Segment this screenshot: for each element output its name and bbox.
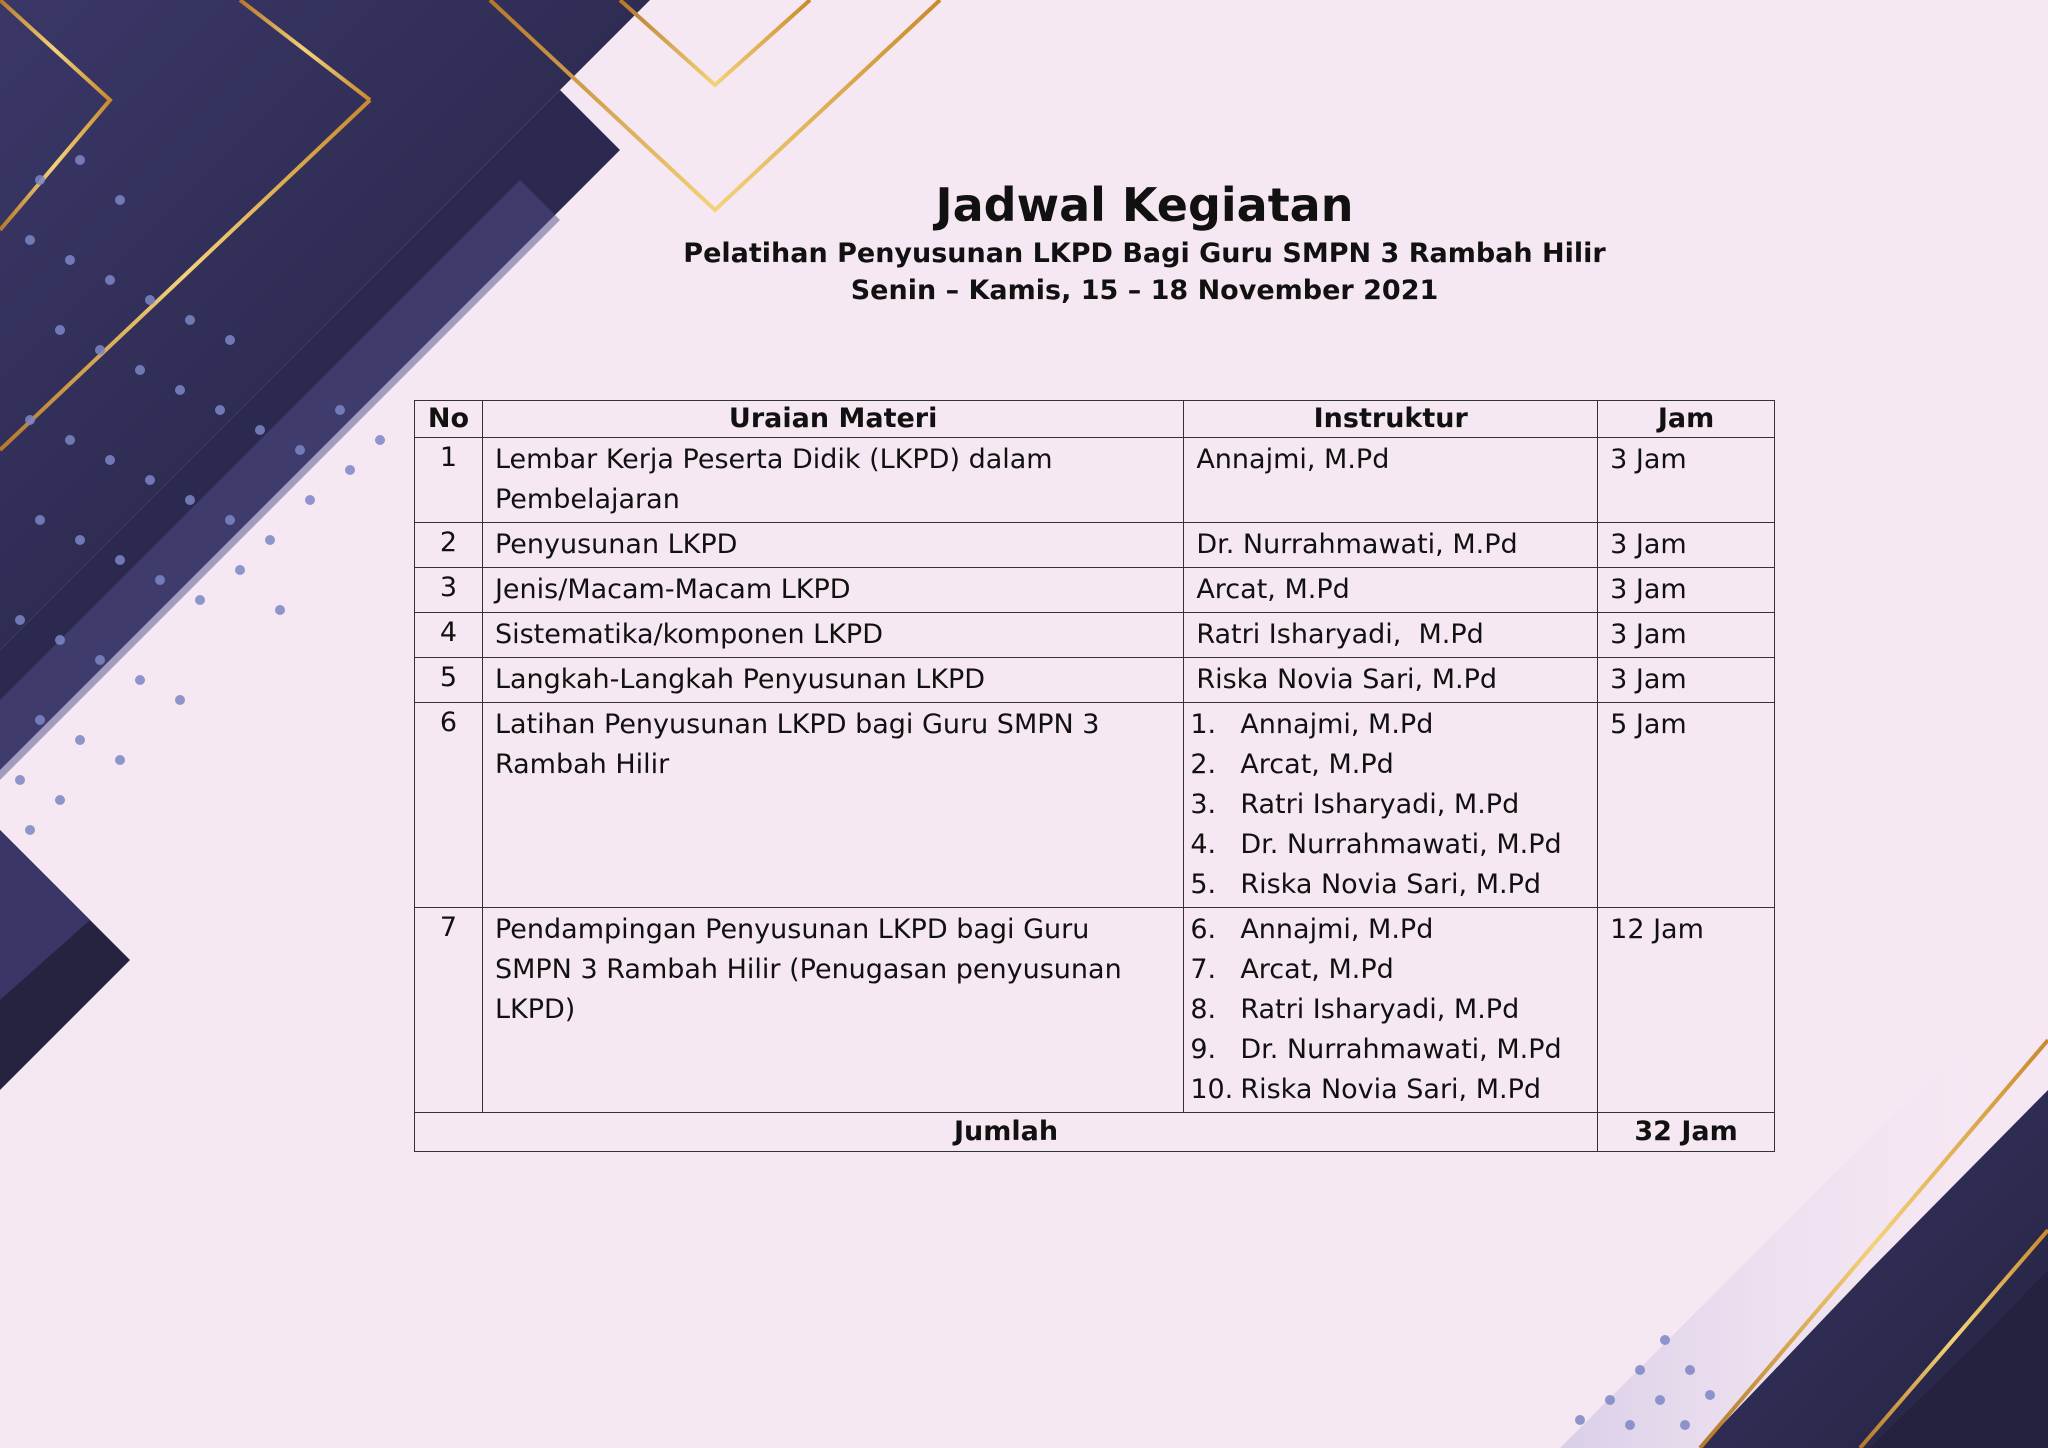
list-number: 8. <box>1190 994 1217 1025</box>
list-number: 5. <box>1190 869 1217 900</box>
instructor-name: Riska Novia Sari, M.Pd <box>1240 869 1542 900</box>
cell-jam: 3 Jam <box>1598 658 1775 703</box>
list-item <box>1190 910 1591 950</box>
list-number: 4. <box>1190 829 1217 860</box>
total-label: Jumlah <box>415 1113 1598 1152</box>
instructor-name: Annajmi, M.Pd <box>1240 914 1434 945</box>
list-item <box>1190 990 1591 1030</box>
table-row <box>415 703 1775 908</box>
cell-jam: 3 Jam <box>1598 568 1775 613</box>
table-total-row <box>415 1113 1775 1152</box>
page-subtitle: Pelatihan Penyusunan LKPD Bagi Guru SMPN 3 Rambah Hilir <box>683 238 1606 269</box>
cell-materi: Langkah-Langkah Penyusunan LKPD <box>482 658 1183 703</box>
cell-no: 4 <box>415 613 483 658</box>
page-title: Jadwal Kegiatan <box>935 178 1354 232</box>
table-row <box>415 438 1775 523</box>
cell-instruktur: Annajmi, M.Pd <box>1196 444 1390 475</box>
cell-materi: Jenis/Macam-Macam LKPD <box>482 568 1183 613</box>
cell-no: 3 <box>415 568 483 613</box>
list-number: 7. <box>1190 954 1217 985</box>
header-no: No <box>415 401 483 438</box>
cell-no: 1 <box>415 438 483 523</box>
cell-jam: 3 Jam <box>1598 438 1775 523</box>
cell-instruktur: Riska Novia Sari, M.Pd <box>1196 664 1498 695</box>
table-row <box>415 523 1775 568</box>
instructor-name: Dr. Nurrahmawati, M.Pd <box>1240 829 1562 860</box>
header-instruktur: Instruktur <box>1184 401 1598 438</box>
list-item <box>1190 705 1591 745</box>
schedule-table <box>414 400 1775 1152</box>
table-row <box>415 658 1775 703</box>
cell-instruktur-list <box>1184 908 1598 1113</box>
cell-instruktur: Ratri Isharyadi, M.Pd <box>1196 619 1484 650</box>
cell-materi: Penyusunan LKPD <box>482 523 1183 568</box>
cell-jam: 5 Jam <box>1598 703 1775 908</box>
list-item <box>1190 950 1591 990</box>
cell-instruktur-list <box>1184 703 1598 908</box>
header-jam: Jam <box>1598 401 1775 438</box>
cell-jam: 3 Jam <box>1598 613 1775 658</box>
list-item <box>1190 745 1591 785</box>
instructor-name: Arcat, M.Pd <box>1240 954 1394 985</box>
list-item <box>1190 1030 1591 1070</box>
instructor-name: Riska Novia Sari, M.Pd <box>1240 1074 1542 1105</box>
table-header-row <box>415 401 1775 438</box>
instructor-name: Ratri Isharyadi, M.Pd <box>1240 994 1520 1025</box>
list-number: 6. <box>1190 914 1217 945</box>
instructor-name: Annajmi, M.Pd <box>1240 709 1434 740</box>
cell-materi: Lembar Kerja Peserta Didik (LKPD) dalam Pembelajaran <box>482 438 1183 523</box>
page-dates: Senin – Kamis, 15 – 18 November 2021 <box>850 275 1439 306</box>
list-number: 3. <box>1190 789 1217 820</box>
instructor-name: Dr. Nurrahmawati, M.Pd <box>1240 1034 1562 1065</box>
total-value: 32 Jam <box>1598 1113 1775 1152</box>
list-item <box>1190 785 1591 825</box>
instructor-name: Ratri Isharyadi, M.Pd <box>1240 789 1520 820</box>
cell-materi: Sistematika/komponen LKPD <box>482 613 1183 658</box>
list-item <box>1190 1070 1591 1110</box>
cell-instruktur: Dr. Nurrahmawati, M.Pd <box>1196 529 1518 560</box>
list-item <box>1190 825 1591 865</box>
list-number: 2. <box>1190 749 1217 780</box>
cell-instruktur: Arcat, M.Pd <box>1196 574 1350 605</box>
cell-jam: 12 Jam <box>1598 908 1775 1113</box>
list-item <box>1190 865 1591 905</box>
cell-no: 5 <box>415 658 483 703</box>
list-number: 1. <box>1190 709 1217 740</box>
cell-no: 7 <box>415 908 483 1113</box>
cell-materi: Latihan Penyusunan LKPD bagi Guru SMPN 3 Rambah Hilir <box>482 703 1183 908</box>
cell-materi: Pendampingan Penyusunan LKPD bagi Guru SMPN 3 Rambah Hilir (Penugasan penyusunan LKPD) <box>482 908 1183 1113</box>
table-row <box>415 908 1775 1113</box>
table-row <box>415 568 1775 613</box>
instructor-name: Arcat, M.Pd <box>1240 749 1394 780</box>
table-row <box>415 613 1775 658</box>
document-header <box>600 175 1689 309</box>
header-materi: Uraian Materi <box>482 401 1183 438</box>
list-number: 9. <box>1190 1034 1217 1065</box>
cell-jam: 3 Jam <box>1598 523 1775 568</box>
cell-no: 6 <box>415 703 483 908</box>
cell-no: 2 <box>415 523 483 568</box>
list-number: 10. <box>1190 1074 1234 1105</box>
